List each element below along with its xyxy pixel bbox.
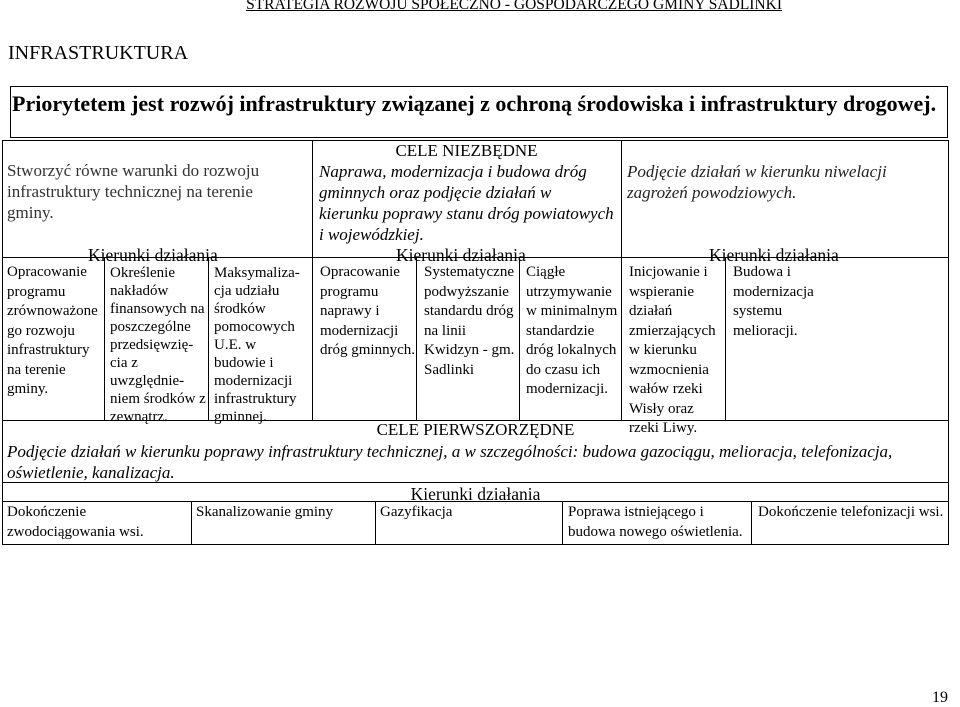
column-divider (375, 501, 376, 544)
column-divider (416, 257, 417, 420)
action-cell: Opracowanie programu zrównoważone go rozwoju infrastruktury na terenie gminy. (7, 264, 98, 397)
column-divider (312, 140, 313, 420)
action-cell: Dokończenie telefonizacji wsi. (758, 504, 944, 520)
column-divider (562, 501, 563, 544)
goal-infrastructure: Stworzyć równe warunki do rozwoju infrastruktury technicznej na terenie gminy. (7, 161, 260, 222)
necessary-goals-heading: CELE NIEZBĘDNE (395, 141, 538, 160)
action-cell: Poprawa istniejącego i budowa nowego oświetlenia. (568, 504, 743, 540)
priority-text: Priorytetem jest rozwój infrastruktury związanej z ochroną środowiska i infrastruktury drogowej. (12, 91, 937, 116)
page-number: 19 (932, 689, 948, 706)
priority-box (10, 86, 948, 138)
column-divider (751, 501, 752, 544)
directions-label: Kierunki działania (88, 245, 218, 265)
goal-flood: Podjęcie działań w kierunku niwelacji zagrożeń powodziowych. (627, 162, 887, 202)
action-cell: Budowa i modernizacja systemu melioracji. (733, 264, 814, 339)
document-header (0, 0, 960, 14)
primary-goal: Podjęcie działań w kierunku poprawy infrastruktury technicznej, a w szczególności: budowa gazociągu, melioracja, telefonizacja, oświetlenie, kanalizacja. (7, 442, 893, 482)
action-cell: Inicjowanie i wspieranie działań zmierzających w kierunku wzmocnienia wałów rzeki Wisły oraz rzeki Liwy. (629, 264, 716, 436)
table-border-bottom (2, 544, 949, 545)
column-divider (191, 501, 192, 544)
document-title: STRATEGIA ROZWOJU SPOŁECZNO - GOSPODARCZEGO GMINY SADLINKI (246, 0, 782, 13)
action-cell: Maksymaliza-cja udziału środków pomocowych U.E. w budowie i modernizacji infrastruktury gminnej. (214, 265, 300, 425)
goal-roads: Naprawa, modernizacja i budowa dróg gminnych oraz podjęcie działań w kierunku poprawy stanu dróg powiatowych i wojewódzkiej. (319, 162, 614, 244)
column-divider (104, 257, 105, 420)
directions-label: Kierunki działania (709, 245, 839, 265)
column-divider (208, 257, 209, 420)
action-cell: Skanalizowanie gminy (196, 504, 334, 520)
action-cell: Opracowanie programu naprawy i modernizacji dróg gminnych. (320, 264, 415, 358)
section-title: INFRASTRUKTURA (8, 42, 189, 64)
primary-goals-heading: CELE PIERWSZORZĘDNE (376, 420, 575, 439)
directions-label: Kierunki działania (396, 245, 526, 265)
action-cell: Określenie nakładów finansowych na poszczególne przedsięwzię-cia z uwzględnie-niem środków z zewnątrz. (110, 265, 206, 425)
action-cell: Ciągłe utrzymywanie w minimalnym standardzie dróg lokalnych do czasu ich modernizacji. (526, 264, 618, 397)
action-cell: Systematyczne podwyższanie standardu dróg na linii Kwidzyn - gm. Sadlinki (424, 264, 515, 378)
directions-label: Kierunki działania (410, 484, 541, 504)
action-cell: Dokończenie zwodociągowania wsi. (7, 504, 144, 540)
action-cell: Gazyfikacja (380, 504, 453, 520)
column-divider (725, 257, 726, 420)
